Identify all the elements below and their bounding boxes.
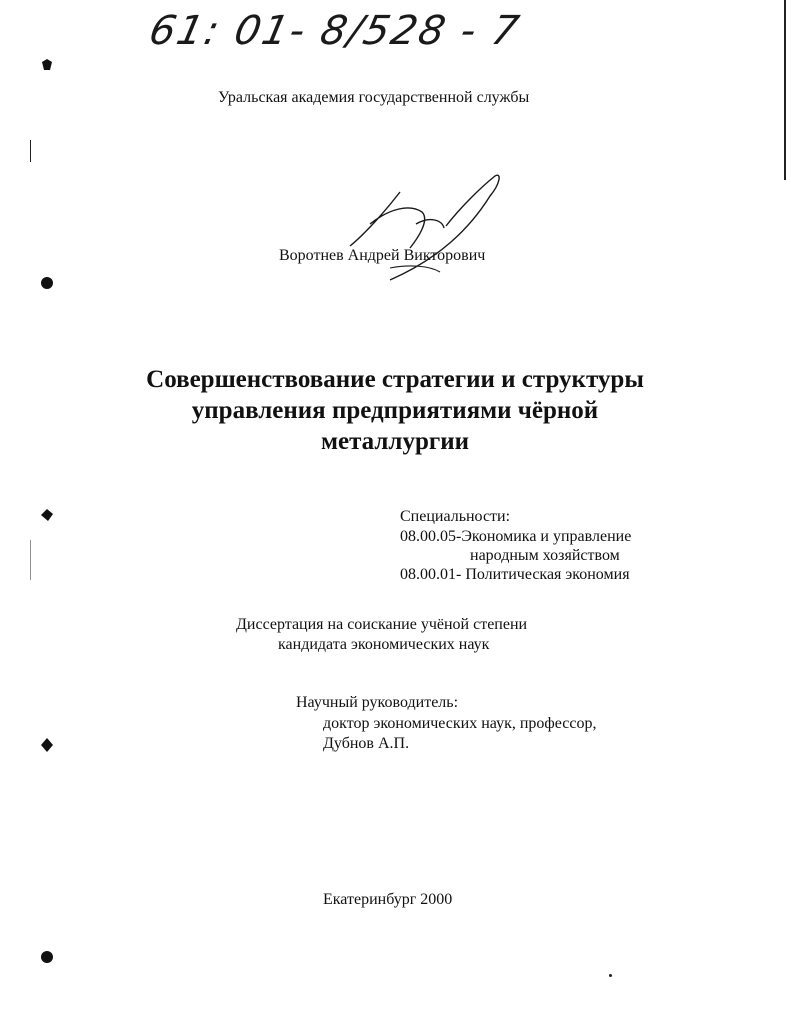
title-line-2: управления предприятиями чёрной [191, 397, 599, 424]
specialty-line-1: 08.00.05-Экономика и управление [400, 528, 632, 545]
punch-hole-mark-1 [40, 58, 54, 72]
scan-edge-left [30, 140, 31, 162]
title-line-1: Совершенствование стратегии и структуры [146, 366, 644, 393]
punch-hole-mark-2 [40, 276, 54, 290]
specialty-line-2: народным хозяйством [470, 547, 620, 564]
specialty-label: Специальности: [400, 508, 511, 525]
city-year: Екатеринбург 2000 [323, 891, 453, 908]
supervisor-label: Научный руководитель: [296, 694, 459, 711]
specialty-line-3: 08.00.01- Политическая экономия [400, 566, 630, 583]
punch-hole-mark-4 [40, 738, 54, 752]
scan-speck [609, 974, 612, 977]
scan-edge-right [784, 0, 786, 180]
title-line-3: металлургии [320, 428, 470, 455]
scan-edge-left-lower [30, 540, 31, 580]
punch-hole-mark-3 [40, 508, 54, 522]
dissertation-title [95, 364, 695, 457]
supervisor-title: доктор экономических наук, профессор, [323, 715, 597, 732]
author-signature [330, 168, 510, 288]
archive-code: 61: 01- 8/528 - 7 [145, 8, 525, 54]
institution-name: Уральская академия государственной службы [218, 89, 530, 106]
degree-line-1: Диссертация на соискание учёной степени [236, 616, 528, 633]
degree-line-2: кандидата экономических наук [278, 636, 490, 653]
supervisor-name: Дубнов А.П. [323, 735, 410, 752]
punch-hole-mark-5 [40, 950, 54, 964]
author-name: Воротнев Андрей Викторович [279, 247, 486, 264]
